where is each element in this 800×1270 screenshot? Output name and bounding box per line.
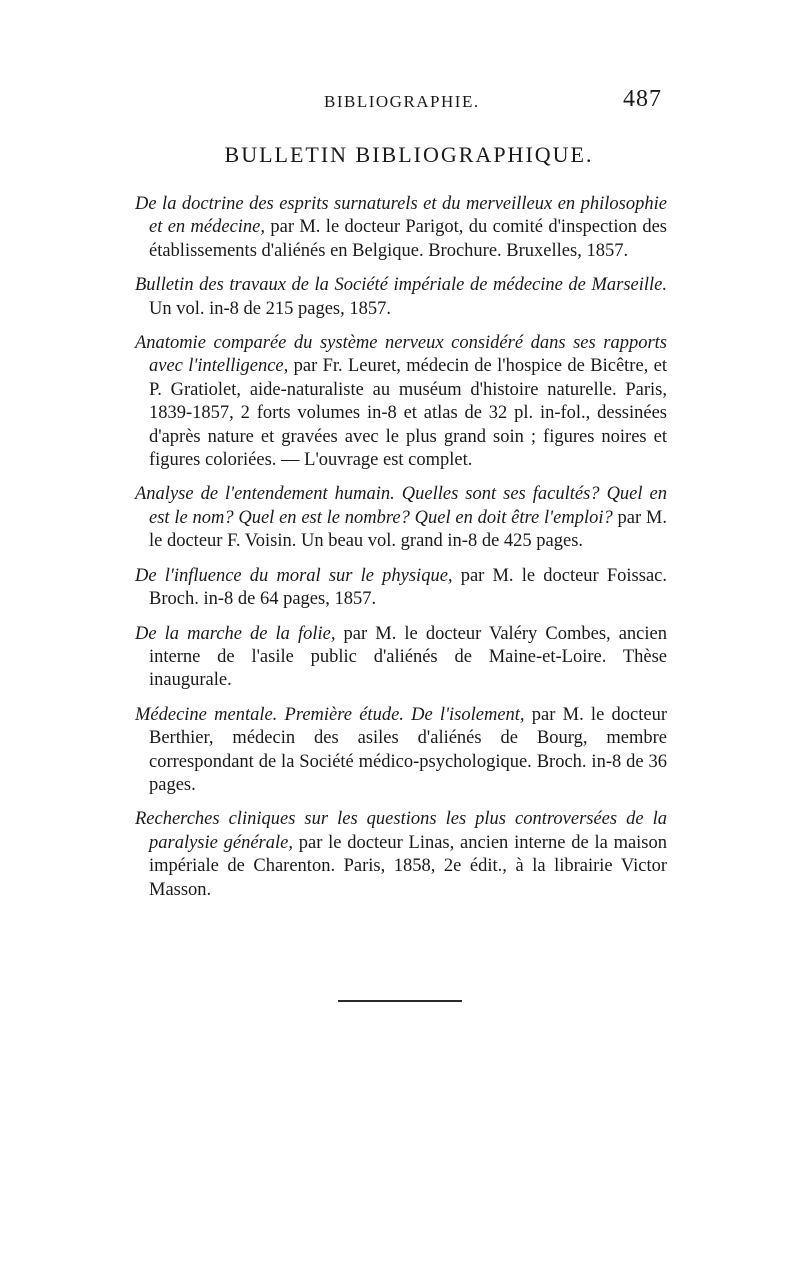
page-number: 487: [623, 86, 662, 112]
entry-details: Un vol. in-8 de 215 pages, 1857.: [149, 298, 392, 319]
entry-details: par M. le docteur F. Voisin. Un beau vol. grand in-8 de 425 pages.: [149, 507, 667, 552]
running-title: BIBLIOGRAPHIE.: [324, 92, 480, 111]
bibliography-entry: [135, 704, 667, 798]
entry-title: De l'influence du moral sur le physique,: [135, 565, 453, 586]
entry-title: Anatomie comparée du système nerveux considéré dans ses rapports avec l'intelligence,: [135, 333, 667, 377]
entry-title: Analyse de l'entendement humain. Quelles sont ses facultés? Quel en est le nom? Quel en est le nombre? Quel en doit être l'emploi?: [135, 484, 667, 528]
bibliography-entry: [135, 193, 667, 263]
closing-rule: [338, 1000, 462, 1002]
bibliography-list: [135, 193, 667, 913]
entry-details: par M. le docteur Berthier, médecin des asiles d'aliénés de Bourg, membre correspondant de la Société médico-psychologique. Broch. in-8 de 36 pages.: [149, 704, 667, 795]
entry-details: par le docteur Linas, ancien interne de la maison impériale de Charenton. Paris, 1858, 2e édit., à la librairie Victor Masson.: [149, 832, 668, 900]
entry-title: De la doctrine des esprits surnaturels et du merveilleux en philosophie et en médecine,: [135, 194, 667, 238]
bibliography-entry: [135, 565, 667, 612]
bibliography-entry: [135, 623, 667, 693]
bibliography-entry: [135, 274, 667, 321]
bibliography-entry: [135, 483, 667, 553]
entry-title: Bulletin des travaux de la Société impériale de médecine de Marseille.: [135, 275, 667, 296]
bibliography-entry: [135, 808, 667, 902]
entry-details: par Fr. Leuret, médecin de l'hospice de Bicêtre, et P. Gratiolet, aide-naturaliste au muséum d'histoire naturelle. Paris, 1839-1857, 2 forts volumes in-8 et atlas de 32 pl. in-fol., dessinées d'après nature et gravées avec le plus grand soin ; figures noires et figures coloriées. — L'ouvrage est complet.: [149, 356, 667, 471]
entry-details: par M. le docteur Valéry Combes, ancien interne de l'asile public d'aliénés de Maine-et-Loire. Thèse inaugurale.: [149, 623, 667, 691]
entry-details: par M. le docteur Parigot, du comité d'inspection des établissements d'aliénés en Belgique. Brochure. Bruxelles, 1857.: [149, 217, 667, 261]
entry-title: Recherches cliniques sur les questions les plus controversées de la paralysie générale,: [135, 809, 667, 853]
entry-details: par M. le docteur Foissac. Broch. in-8 de 64 pages, 1857.: [149, 565, 667, 610]
section-title: BULLETIN BIBLIOGRAPHIQUE.: [224, 142, 594, 167]
entry-title: De la marche de la folie,: [135, 623, 336, 644]
entry-title: Médecine mentale. Première étude. De l'isolement,: [135, 704, 525, 725]
bibliography-entry: [135, 332, 667, 472]
